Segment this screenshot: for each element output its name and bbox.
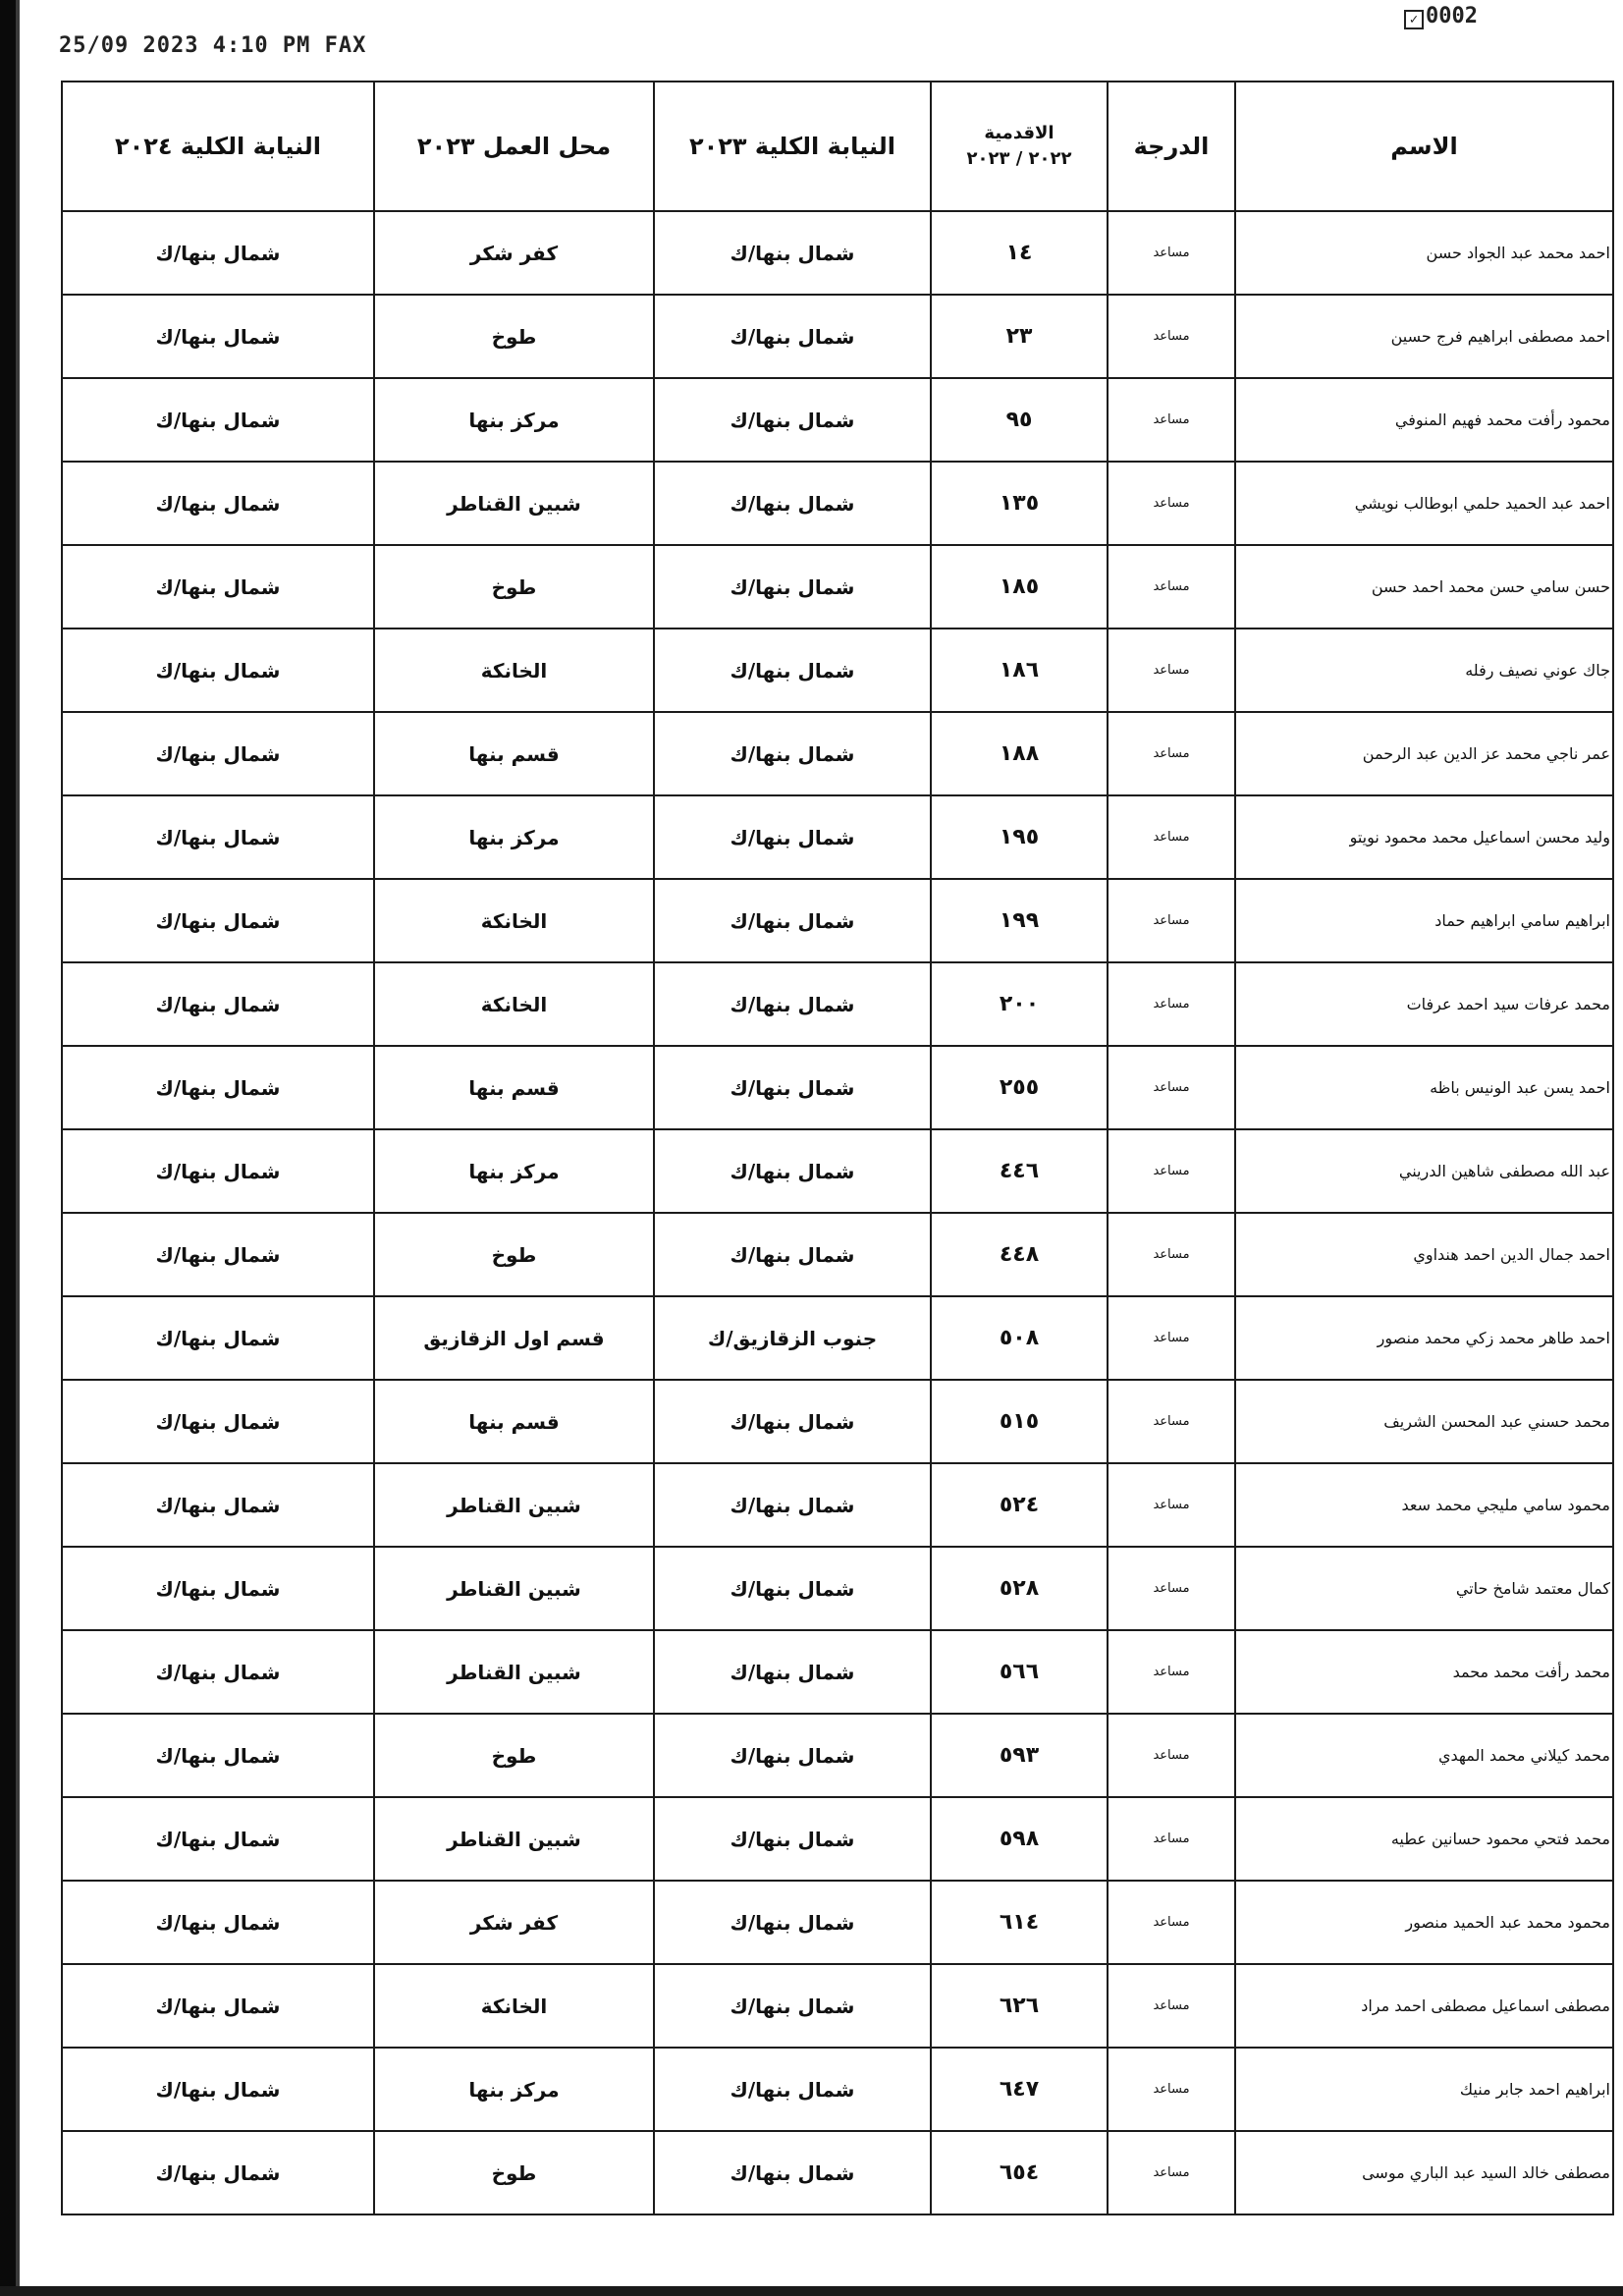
cell-name: محمود محمد عبد الحميد منصور <box>1235 1881 1613 1964</box>
cell-name: احمد طاهر محمد زكي محمد منصور <box>1235 1296 1613 1380</box>
cell-rank: مساعد <box>1108 1129 1235 1213</box>
cell-workplace-2023: شبين القناطر <box>374 1463 654 1547</box>
roster-table <box>61 81 1614 2215</box>
cell-rank: مساعد <box>1108 1964 1235 2048</box>
cell-workplace-2023: قسم بنها <box>374 1380 654 1463</box>
cell-name: محمد فتحي محمود حسانين عطيه <box>1235 1797 1613 1881</box>
cell-rank: مساعد <box>1108 1547 1235 1630</box>
cell-seniority: ١٩٥ <box>931 795 1108 879</box>
cell-prosecution-2023: شمال بنها/ك <box>654 1046 931 1129</box>
cell-prosecution-2024: شمال بنها/ك <box>62 629 374 712</box>
cell-name: عمر ناجي محمد عز الدين عبد الرحمن <box>1235 712 1613 795</box>
cell-seniority: ٢٥٥ <box>931 1046 1108 1129</box>
cell-prosecution-2024: شمال بنها/ك <box>62 1046 374 1129</box>
cell-seniority: ٦٤٧ <box>931 2048 1108 2131</box>
cell-prosecution-2024: شمال بنها/ك <box>62 378 374 462</box>
cell-seniority: ٥٠٨ <box>931 1296 1108 1380</box>
cell-workplace-2023: كفر شكر <box>374 211 654 295</box>
cell-workplace-2023: شبين القناطر <box>374 1547 654 1630</box>
cell-prosecution-2024: شمال بنها/ك <box>62 1547 374 1630</box>
table-row <box>62 2131 1613 2214</box>
cell-prosecution-2024: شمال بنها/ك <box>62 1296 374 1380</box>
scan-bottom-border <box>0 2286 1623 2296</box>
cell-prosecution-2024: شمال بنها/ك <box>62 295 374 378</box>
cell-prosecution-2023: شمال بنها/ك <box>654 1964 931 2048</box>
cell-workplace-2023: طوخ <box>374 545 654 629</box>
cell-rank: مساعد <box>1108 629 1235 712</box>
cell-rank: مساعد <box>1108 1046 1235 1129</box>
table-row <box>62 1714 1613 1797</box>
cell-prosecution-2023: شمال بنها/ك <box>654 879 931 962</box>
table-row <box>62 1463 1613 1547</box>
cell-rank: مساعد <box>1108 1630 1235 1714</box>
cell-name: ابراهيم احمد جابر منيك <box>1235 2048 1613 2131</box>
cell-rank: مساعد <box>1108 879 1235 962</box>
fax-header: 25/09 2023 4:10 PM FAX <box>59 33 367 58</box>
cell-rank: مساعد <box>1108 1714 1235 1797</box>
table-row <box>62 378 1613 462</box>
cell-rank: مساعد <box>1108 378 1235 462</box>
cell-rank: مساعد <box>1108 211 1235 295</box>
cell-rank: مساعد <box>1108 1797 1235 1881</box>
cell-name: مصطفى خالد السيد عبد الباري موسى <box>1235 2131 1613 2214</box>
header-seniority <box>931 82 1108 211</box>
cell-seniority: ٥٢٤ <box>931 1463 1108 1547</box>
cell-prosecution-2024: شمال بنها/ك <box>62 2048 374 2131</box>
cell-seniority: ٢٠٠ <box>931 962 1108 1046</box>
table-row <box>62 1046 1613 1129</box>
cell-prosecution-2023: شمال بنها/ك <box>654 462 931 545</box>
cell-name: وليد محسن اسماعيل محمد محمود نويتو <box>1235 795 1613 879</box>
cell-prosecution-2024: شمال بنها/ك <box>62 1797 374 1881</box>
cell-workplace-2023: الخانكة <box>374 962 654 1046</box>
cell-prosecution-2024: شمال بنها/ك <box>62 1714 374 1797</box>
cell-name: ابراهيم سامي ابراهيم حماد <box>1235 879 1613 962</box>
table-row <box>62 462 1613 545</box>
cell-prosecution-2024: شمال بنها/ك <box>62 1630 374 1714</box>
table-row <box>62 2048 1613 2131</box>
cell-prosecution-2024: شمال بنها/ك <box>62 545 374 629</box>
cell-prosecution-2024: شمال بنها/ك <box>62 462 374 545</box>
cell-seniority: ٤٤٨ <box>931 1213 1108 1296</box>
cell-prosecution-2023: شمال بنها/ك <box>654 962 931 1046</box>
table-row <box>62 1213 1613 1296</box>
cell-prosecution-2024: شمال بنها/ك <box>62 2131 374 2214</box>
cell-seniority: ٥١٥ <box>931 1380 1108 1463</box>
header-name: الاسم <box>1235 82 1613 211</box>
table-row <box>62 211 1613 295</box>
cell-prosecution-2023: شمال بنها/ك <box>654 1463 931 1547</box>
cell-name: محمد رأفت محمد محمد <box>1235 1630 1613 1714</box>
cell-prosecution-2023: شمال بنها/ك <box>654 1380 931 1463</box>
cell-prosecution-2023: شمال بنها/ك <box>654 712 931 795</box>
cell-seniority: ١٤ <box>931 211 1108 295</box>
cell-rank: مساعد <box>1108 1380 1235 1463</box>
cell-workplace-2023: مركز بنها <box>374 2048 654 2131</box>
cell-rank: مساعد <box>1108 462 1235 545</box>
table-row <box>62 1380 1613 1463</box>
cell-workplace-2023: طوخ <box>374 2131 654 2214</box>
cell-prosecution-2023: شمال بنها/ك <box>654 795 931 879</box>
cell-workplace-2023: شبين القناطر <box>374 1630 654 1714</box>
cell-seniority: ٦١٤ <box>931 1881 1108 1964</box>
scan-left-border <box>0 0 16 2296</box>
cell-seniority: ١٨٨ <box>931 712 1108 795</box>
cell-prosecution-2023: جنوب الزقازيق/ك <box>654 1296 931 1380</box>
cell-seniority: ١٣٥ <box>931 462 1108 545</box>
cell-rank: مساعد <box>1108 1881 1235 1964</box>
cell-workplace-2023: قسم بنها <box>374 1046 654 1129</box>
cell-name: جاك عوني نصيف رفله <box>1235 629 1613 712</box>
cell-prosecution-2023: شمال بنها/ك <box>654 295 931 378</box>
cell-prosecution-2023: شمال بنها/ك <box>654 211 931 295</box>
cell-workplace-2023: الخانكة <box>374 879 654 962</box>
header-seniority-years: ٢٠٢٢ / ٢٠٢٣ <box>966 148 1072 169</box>
cell-prosecution-2024: شمال بنها/ك <box>62 1380 374 1463</box>
cell-rank: مساعد <box>1108 712 1235 795</box>
table-row <box>62 795 1613 879</box>
cell-name: حسن سامي حسن محمد احمد حسن <box>1235 545 1613 629</box>
cell-name: كمال معتمد شامخ حاتي <box>1235 1547 1613 1630</box>
cell-rank: مساعد <box>1108 2131 1235 2214</box>
cell-workplace-2023: قسم اول الزقازيق <box>374 1296 654 1380</box>
cell-prosecution-2024: شمال بنها/ك <box>62 962 374 1046</box>
cell-prosecution-2023: شمال بنها/ك <box>654 1547 931 1630</box>
cell-prosecution-2023: شمال بنها/ك <box>654 378 931 462</box>
page-number-text: 0002 <box>1426 4 1478 28</box>
cell-rank: مساعد <box>1108 1213 1235 1296</box>
cell-prosecution-2023: شمال بنها/ك <box>654 629 931 712</box>
cell-name: محمد كيلاني محمد المهدي <box>1235 1714 1613 1797</box>
cell-name: عبد الله مصطفى شاهين الدريني <box>1235 1129 1613 1213</box>
cell-seniority: ٦٢٦ <box>931 1964 1108 2048</box>
scan-left-border-shadow <box>16 0 20 2296</box>
cell-seniority: ١٩٩ <box>931 879 1108 962</box>
cell-name: احمد مصطفى ابراهيم فرج حسين <box>1235 295 1613 378</box>
cell-workplace-2023: كفر شكر <box>374 1881 654 1964</box>
cell-prosecution-2024: شمال بنها/ك <box>62 795 374 879</box>
cell-prosecution-2023: شمال بنها/ك <box>654 1797 931 1881</box>
cell-name: محمد عرفات سيد احمد عرفات <box>1235 962 1613 1046</box>
cell-prosecution-2023: شمال بنها/ك <box>654 2131 931 2214</box>
table-body <box>62 211 1613 2214</box>
cell-rank: مساعد <box>1108 2048 1235 2131</box>
cell-workplace-2023: مركز بنها <box>374 378 654 462</box>
cell-seniority: ٥٢٨ <box>931 1547 1108 1630</box>
cell-prosecution-2023: شمال بنها/ك <box>654 1630 931 1714</box>
cell-seniority: ١٨٦ <box>931 629 1108 712</box>
cell-prosecution-2024: شمال بنها/ك <box>62 211 374 295</box>
cell-prosecution-2023: شمال بنها/ك <box>654 545 931 629</box>
header-prosecution-2024: النيابة الكلية ٢٠٢٤ <box>62 82 374 211</box>
cell-workplace-2023: قسم بنها <box>374 712 654 795</box>
cell-workplace-2023: طوخ <box>374 295 654 378</box>
page-number <box>1404 4 1478 29</box>
table-row <box>62 1630 1613 1714</box>
cell-prosecution-2024: شمال بنها/ك <box>62 1881 374 1964</box>
cell-workplace-2023: شبين القناطر <box>374 1797 654 1881</box>
table-row <box>62 879 1613 962</box>
cell-rank: مساعد <box>1108 795 1235 879</box>
cell-seniority: ٤٤٦ <box>931 1129 1108 1213</box>
header-workplace-2023: محل العمل ٢٠٢٣ <box>374 82 654 211</box>
cell-workplace-2023: طوخ <box>374 1213 654 1296</box>
cell-rank: مساعد <box>1108 295 1235 378</box>
cell-name: مصطفى اسماعيل مصطفى احمد مراد <box>1235 1964 1613 2048</box>
cell-prosecution-2023: شمال بنها/ك <box>654 1213 931 1296</box>
table-row <box>62 1964 1613 2048</box>
cell-seniority: ٥٦٦ <box>931 1630 1108 1714</box>
cell-workplace-2023: شبين القناطر <box>374 462 654 545</box>
table-row <box>62 629 1613 712</box>
table-row <box>62 1881 1613 1964</box>
header-prosecution-2023: النيابة الكلية ٢٠٢٣ <box>654 82 931 211</box>
cell-workplace-2023: طوخ <box>374 1714 654 1797</box>
cell-prosecution-2023: شمال بنها/ك <box>654 2048 931 2131</box>
fax-page-icon: ✓ <box>1404 10 1424 29</box>
cell-prosecution-2024: شمال بنها/ك <box>62 879 374 962</box>
cell-workplace-2023: مركز بنها <box>374 1129 654 1213</box>
cell-prosecution-2023: شمال بنها/ك <box>654 1714 931 1797</box>
cell-name: محمد حسني عبد المحسن الشريف <box>1235 1380 1613 1463</box>
table-row <box>62 1296 1613 1380</box>
cell-prosecution-2024: شمال بنها/ك <box>62 1964 374 2048</box>
cell-name: احمد عبد الحميد حلمي ابوطالب نويشي <box>1235 462 1613 545</box>
table-row <box>62 712 1613 795</box>
cell-seniority: ٢٣ <box>931 295 1108 378</box>
cell-rank: مساعد <box>1108 1463 1235 1547</box>
cell-prosecution-2024: شمال بنها/ك <box>62 1213 374 1296</box>
cell-prosecution-2024: شمال بنها/ك <box>62 712 374 795</box>
cell-name: احمد جمال الدين احمد هنداوي <box>1235 1213 1613 1296</box>
table-row <box>62 1547 1613 1630</box>
cell-prosecution-2023: شمال بنها/ك <box>654 1881 931 1964</box>
cell-rank: مساعد <box>1108 962 1235 1046</box>
table-row <box>62 1129 1613 1213</box>
cell-rank: مساعد <box>1108 545 1235 629</box>
cell-name: احمد يسن عبد الونيس باظه <box>1235 1046 1613 1129</box>
table-header-row <box>62 82 1613 211</box>
cell-seniority: ٦٥٤ <box>931 2131 1108 2214</box>
table-row <box>62 1797 1613 1881</box>
cell-seniority: ٥٩٣ <box>931 1714 1108 1797</box>
header-seniority-title: الاقدمية <box>984 123 1055 143</box>
cell-prosecution-2024: شمال بنها/ك <box>62 1463 374 1547</box>
cell-seniority: ١٨٥ <box>931 545 1108 629</box>
cell-name: محمود رأفت محمد فهيم المنوفي <box>1235 378 1613 462</box>
table-row <box>62 962 1613 1046</box>
cell-workplace-2023: الخانكة <box>374 1964 654 2048</box>
cell-name: احمد محمد عبد الجواد حسن <box>1235 211 1613 295</box>
cell-workplace-2023: الخانكة <box>374 629 654 712</box>
cell-prosecution-2024: شمال بنها/ك <box>62 1129 374 1213</box>
cell-prosecution-2023: شمال بنها/ك <box>654 1129 931 1213</box>
cell-name: محمود سامي مليجي محمد سعد <box>1235 1463 1613 1547</box>
cell-rank: مساعد <box>1108 1296 1235 1380</box>
table-row <box>62 545 1613 629</box>
table-row <box>62 295 1613 378</box>
header-rank: الدرجة <box>1108 82 1235 211</box>
cell-seniority: ٩٥ <box>931 378 1108 462</box>
cell-workplace-2023: مركز بنها <box>374 795 654 879</box>
cell-seniority: ٥٩٨ <box>931 1797 1108 1881</box>
